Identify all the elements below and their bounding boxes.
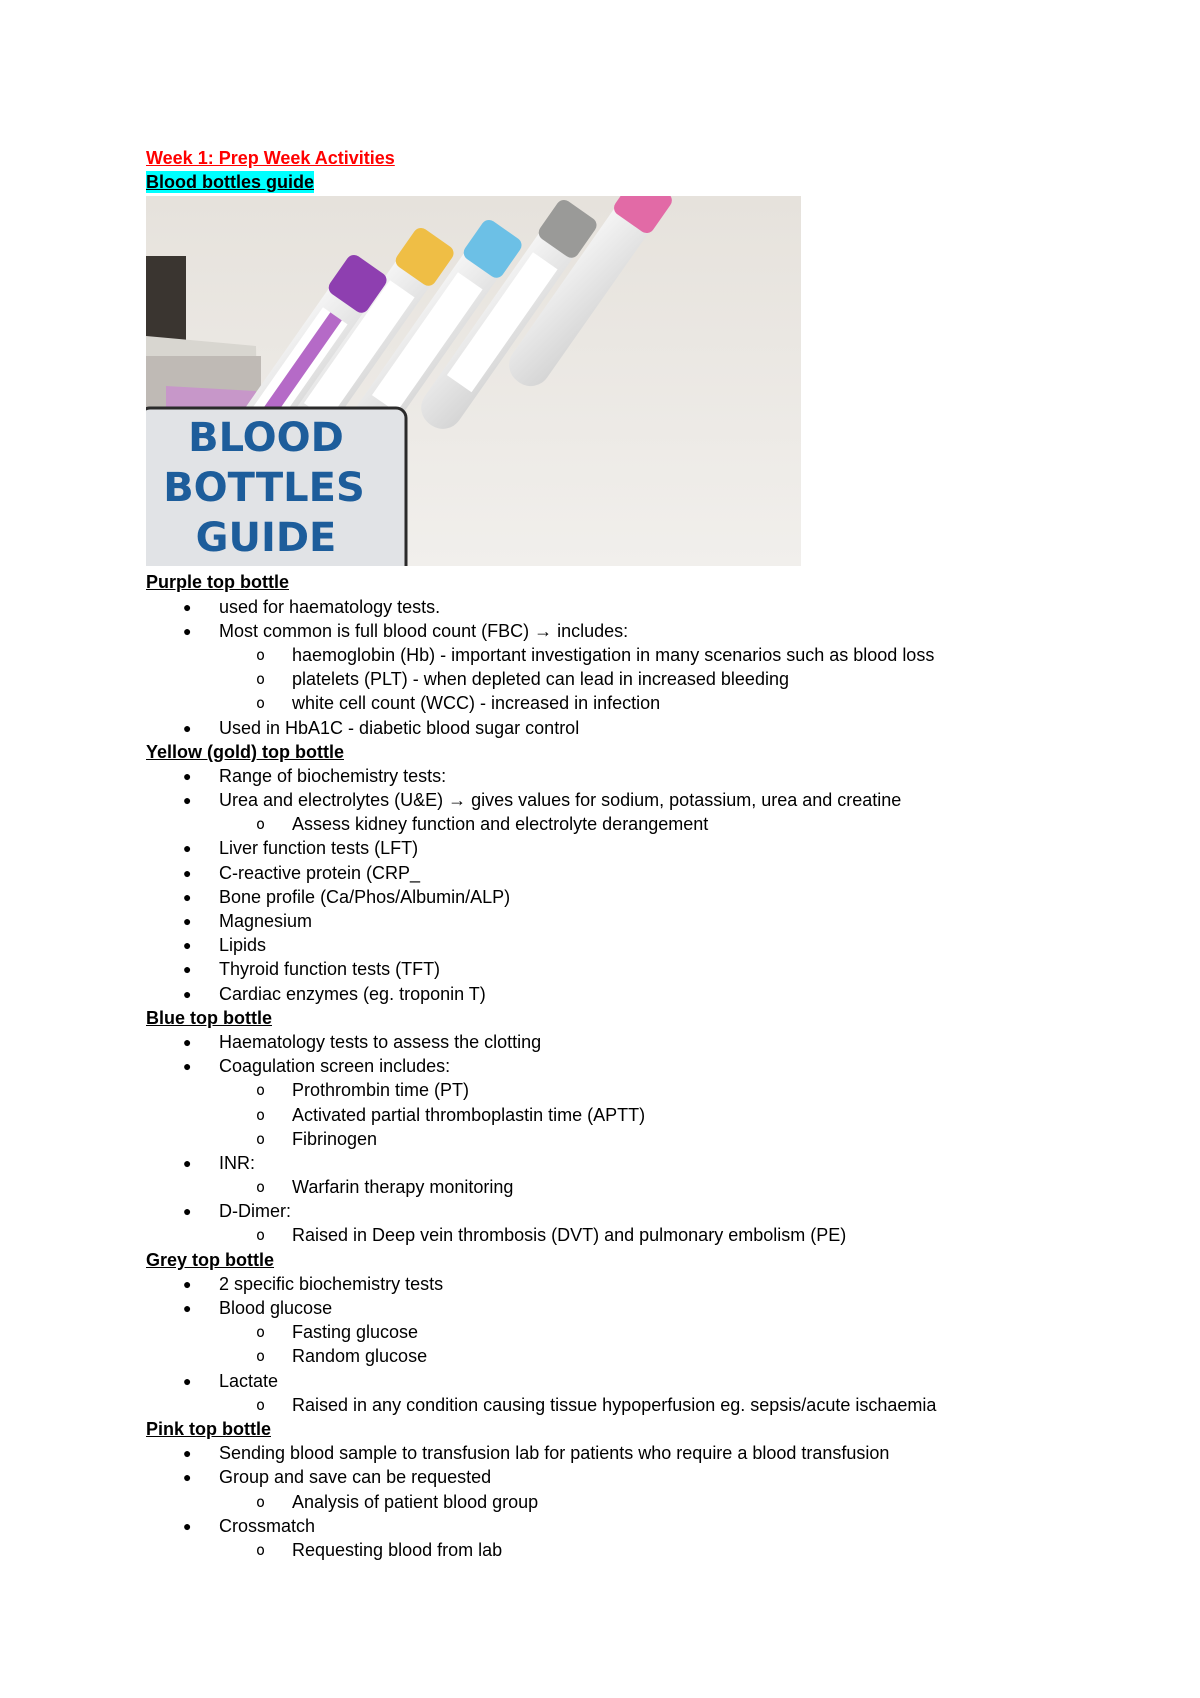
sub-list-item [146,812,1086,836]
list-item [146,1151,1086,1175]
sub-bullet-icon: o [256,815,266,834]
list-item [146,957,1086,981]
bullet-icon: ● [183,1203,192,1220]
section-heading: Blue top bottle [146,1007,272,1028]
list-item-text: Urea and electrolytes (U&E) → gives values for sodium, potassium, urea and creatine [219,790,902,811]
sub-list-item-text: Fibrinogen [292,1128,378,1149]
sub-bullet-icon: o [256,1395,266,1414]
list-item-text: Crossmatch [219,1515,316,1536]
list-item [146,1054,1086,1078]
list-item [146,619,1086,643]
list-item [146,764,1086,788]
list-item [146,1514,1086,1538]
list-item [146,933,1086,957]
bullet-icon: ● [183,1469,192,1486]
list-item-text: Most common is full blood count (FBC) → includes: [219,620,629,641]
section-heading: Grey top bottle [146,1249,275,1270]
sub-list-item-text: Fasting glucose [292,1322,419,1343]
sub-list-item [146,691,1086,715]
section-heading-line [146,1006,1086,1030]
list-item-text: INR: [219,1152,255,1173]
image-label-line2: BOTTLES [163,465,365,512]
blood-bottles-image [146,196,801,566]
sub-bullet-icon: o [256,1105,266,1124]
list-item [146,885,1086,909]
bottle-sections [146,570,1086,1562]
list-item [146,1272,1086,1296]
bullet-icon: ● [183,719,192,736]
list-item-text: Lipids [219,935,267,956]
image-label-line1: BLOOD [188,415,344,462]
bullet-icon: ● [183,888,192,905]
list-item [146,982,1086,1006]
bullet-icon: ● [183,961,192,978]
list-item [146,836,1086,860]
subtitle-line [146,170,1086,194]
bullet-icon: ● [183,913,192,929]
bullet-icon: ● [183,1275,192,1292]
list-item [146,595,1086,619]
bullet-icon: ● [183,1058,192,1075]
bullet-icon: ● [183,1154,192,1171]
section-heading-line [146,570,1086,594]
sub-bullet-icon: o [256,1129,266,1148]
list-item-text: Liver function tests (LFT) [219,838,419,859]
sub-bullet-icon: o [256,645,266,664]
list-item [146,861,1086,885]
sub-bullet-icon: o [256,1226,266,1245]
list-item-text: Blood glucose [219,1298,333,1318]
sub-list-item-text: Warfarin therapy monitoring [292,1177,514,1198]
list-item-text: Thyroid function tests (TFT) [219,959,441,980]
list-item-text: C-reactive protein (CRP_ [219,862,421,883]
bullet-icon: ● [183,1372,192,1389]
sub-list-item-text: white cell count (WCC) - increased in infection [292,693,661,714]
section-heading-line [146,740,1086,764]
sub-bullet-icon: o [256,1347,266,1366]
list-item-text: 2 specific biochemistry tests [219,1273,444,1294]
bullet-icon: ● [183,840,192,857]
sub-list-item [146,1103,1086,1127]
subtitle-text: Blood bottles guide [146,172,314,193]
list-item [146,1369,1086,1393]
sub-bullet-icon: o [256,694,266,713]
sub-list-item-text: platelets (PLT) - when depleted can lead in increased bleeding [292,669,789,690]
sub-list-item [146,1344,1086,1368]
document-title [146,146,1086,170]
list-item-text: Bone profile (Ca/Phos/Albumin/ALP) [219,886,511,907]
sub-list-item [146,1078,1086,1102]
section-heading: Purple top bottle [146,572,289,593]
list-item [146,716,1086,740]
sub-list-item-text: Prothrombin time (PT) [292,1080,470,1101]
list-item [146,788,1086,812]
bullet-icon: ● [183,767,192,784]
bullet-icon: ● [183,1445,192,1462]
list-item-text: Used in HbA1C - diabetic blood sugar control [219,717,580,738]
sub-list-item-text: Activated partial thromboplastin time (APTT) [292,1104,646,1125]
section-heading: Pink top bottle [146,1418,271,1439]
list-item [146,1030,1086,1054]
sub-bullet-icon: o [256,1540,266,1559]
sub-list-item-text: Assess kidney function and electrolyte derangement [292,814,709,835]
list-item [146,1441,1086,1465]
list-item-text: Lactate [219,1370,279,1391]
sub-bullet-icon: o [256,1081,266,1100]
sub-list-item [146,1490,1086,1514]
list-item-text: Sending blood sample to transfusion lab for patients who require a blood transfusion [219,1443,890,1464]
bullet-icon: ● [183,1517,192,1534]
list-item [146,1296,1086,1320]
list-item-text: Magnesium [219,911,313,931]
bullet-icon: ● [183,1033,192,1050]
list-item [146,909,1086,933]
sub-bullet-icon: o [256,1492,266,1511]
bullet-icon: ● [183,937,192,954]
list-item [146,1199,1086,1223]
document-page [146,146,1086,1562]
sub-list-item [146,1393,1086,1417]
bullet-icon: ● [183,864,192,881]
sub-list-item-text: Raised in any condition causing tissue hypoperfusion eg. sepsis/acute ischaemia [292,1394,937,1415]
list-item-text: Coagulation screen includes: [219,1056,451,1077]
bullet-icon: ● [183,792,192,809]
sub-bullet-icon: o [256,670,266,689]
bullet-icon: ● [183,1300,192,1316]
image-label-line3: GUIDE [195,515,337,562]
sub-bullet-icon: o [256,1178,266,1197]
section-heading: Yellow (gold) top bottle [146,741,344,762]
list-item-text: D-Dimer: [219,1201,291,1222]
sub-list-item-text: Raised in Deep vein thrombosis (DVT) and pulmonary embolism (PE) [292,1225,847,1246]
list-item-text: Group and save can be requested [219,1467,492,1488]
sub-list-item-text: Requesting blood from lab [292,1539,503,1560]
title-text: Week 1: Prep Week Activities [146,148,395,168]
list-item-text: Range of biochemistry tests: [219,765,447,786]
bullet-icon: ● [183,622,192,639]
sub-list-item [146,1320,1086,1344]
list-item-text: Cardiac enzymes (eg. troponin T) [219,983,486,1004]
sub-list-item [146,1538,1086,1562]
section-heading-line [146,1248,1086,1272]
sub-bullet-icon: o [256,1323,266,1342]
list-item-text: used for haematology tests. [219,596,441,617]
bullet-icon: ● [183,985,192,1002]
sub-list-item [146,1127,1086,1151]
sub-list-item [146,667,1086,691]
sub-list-item-text: haemoglobin (Hb) - important investigation in many scenarios such as blood loss [292,644,935,665]
list-item-text: Haematology tests to assess the clotting [219,1031,542,1052]
sub-list-item [146,1223,1086,1247]
list-item [146,1465,1086,1489]
section-heading-line [146,1417,1086,1441]
sub-list-item-text: Random glucose [292,1346,428,1367]
sub-list-item [146,643,1086,667]
bullet-icon: ● [183,598,192,615]
sub-list-item-text: Analysis of patient blood group [292,1491,539,1512]
sub-list-item [146,1175,1086,1199]
